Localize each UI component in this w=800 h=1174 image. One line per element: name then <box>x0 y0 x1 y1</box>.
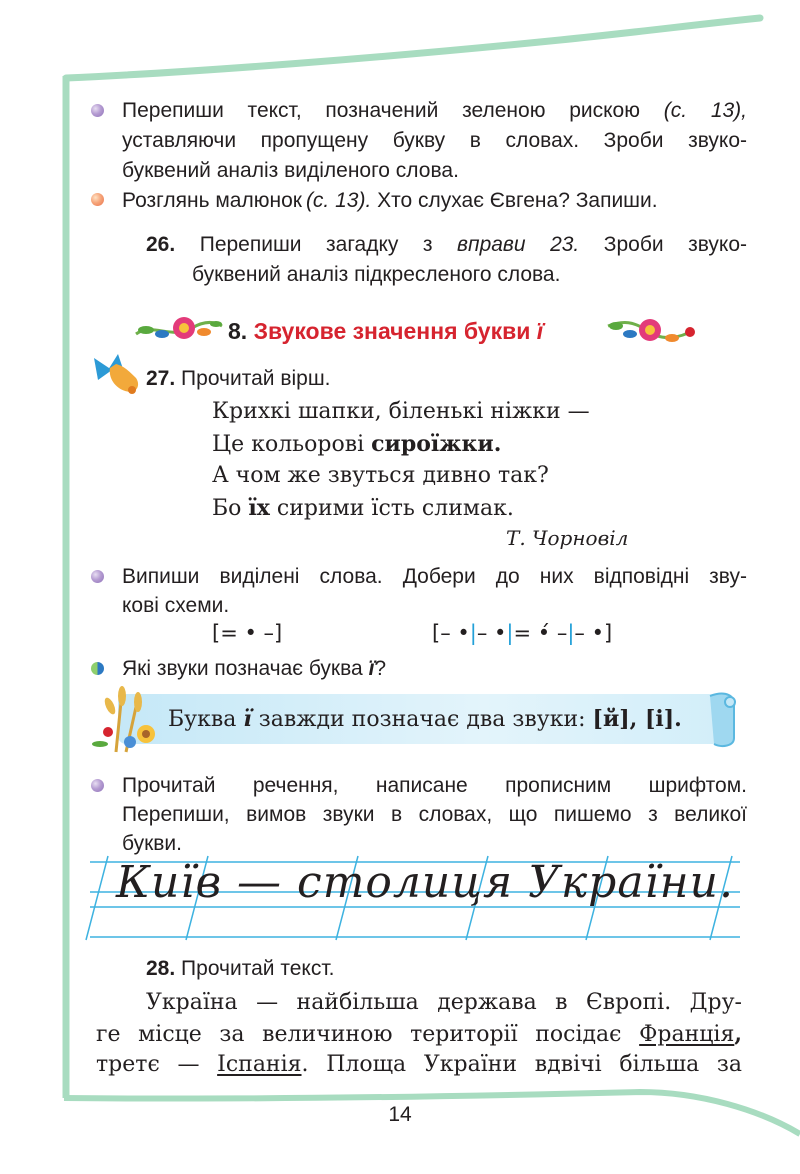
rule-word: Буква <box>168 707 237 732</box>
text28-text: ге місце за величиною території посідає <box>96 1022 622 1047</box>
task5-line1: Прочитай речення, написане прописним шрифтом. <box>122 774 747 797</box>
task1-line1 <box>122 96 747 125</box>
bullet-icon <box>91 193 104 206</box>
task1-line2: уставляючи пропущену букву в словах. Зроби звуко- <box>122 129 747 152</box>
section-number: 8. <box>228 318 248 344</box>
floral-ornament-right-icon <box>604 312 698 352</box>
bullet-icon <box>91 104 104 117</box>
bullet-icon <box>91 662 104 675</box>
rule-statement: завжди позначає два звуки: <box>258 707 586 732</box>
task2-text: Розглянь малюнок <box>122 189 302 212</box>
text28-text: третє — <box>96 1052 200 1077</box>
scheme-separator: | <box>469 621 477 645</box>
text28-text: . Площа України вдвічі більша за <box>301 1052 742 1077</box>
ex28-text: Прочитай текст. <box>181 957 335 980</box>
task4-question-mark: ? <box>374 657 387 680</box>
scheme-part: – • <box>476 621 507 645</box>
poem-text: Бо <box>212 496 242 521</box>
task4-line <box>122 654 386 683</box>
task1-line3: буквений аналіз виділеного слова. <box>122 159 459 182</box>
exercise-number: 27. <box>146 367 176 390</box>
underlined-word: Іспанія <box>217 1052 302 1077</box>
exercise-number: 28. <box>146 957 176 980</box>
scheme-separator: | <box>506 621 514 645</box>
ex27-text: Прочитай вірш. <box>181 367 331 390</box>
poem-author: Т. Чорновіл <box>506 526 629 550</box>
task5-line3: букви. <box>122 832 182 855</box>
sound-scheme-1: [= • –] <box>212 621 283 645</box>
poem-text: сирими їсть слимак. <box>276 496 514 521</box>
text28-line3 <box>96 1050 742 1080</box>
bullet-icon <box>91 570 104 583</box>
bullet-icon <box>91 779 104 792</box>
poem-text: Це кольорові <box>212 432 365 457</box>
task3-line1: Випиши виділені слова. Добери до них відповідні зву- <box>122 565 747 588</box>
wheat-flowers-icon <box>86 682 166 756</box>
poem-highlighted-word: сироїжки. <box>371 431 502 457</box>
poem-line-1: Крихкі шапки, біленькі ніжки — <box>212 399 590 424</box>
text28-punct: , <box>734 1021 742 1047</box>
ex26-line2: буквений аналіз підкресленого слова. <box>192 263 561 286</box>
task5-line2: Перепиши, вимов звуки в словах, що пишемо з великої <box>122 803 747 826</box>
task4-text: Які звуки позначає буква <box>122 657 363 680</box>
ex26-ref: вправи 23. <box>457 233 580 256</box>
page-number: 14 <box>388 1103 412 1126</box>
bell-icon <box>88 350 146 398</box>
task3-line2: кові схеми. <box>122 594 230 617</box>
task4-letter: ї <box>368 657 375 680</box>
section-title: Звукове значення букви <box>253 318 531 344</box>
poem-highlighted-word: їх <box>248 495 270 521</box>
scheme-part: = •́ – <box>513 621 568 645</box>
underlined-word: Франція <box>639 1022 735 1047</box>
poem-line-3: А чом же звуться дивно так? <box>212 463 549 488</box>
rule-sounds: [й], [і]. <box>592 706 682 732</box>
ex27-line <box>146 364 331 393</box>
section-letter: ї <box>536 318 544 344</box>
section-heading <box>228 316 543 346</box>
sound-scheme-2 <box>432 618 612 648</box>
task2-line <box>122 186 658 215</box>
task1-text: Перепиши текст, позначений зеленою рискою <box>122 99 640 122</box>
ex26-text-b: Зроби звуко- <box>603 233 748 256</box>
scheme-part: – •] <box>574 621 613 645</box>
poem-line-2 <box>212 428 501 461</box>
scheme-part: [– • <box>432 621 470 645</box>
task2-page-ref: (с. 13). <box>305 189 372 212</box>
rule-text <box>168 704 682 735</box>
task1-page-ref: (с. 13), <box>663 99 747 122</box>
ex28-line <box>146 954 334 983</box>
text28-line2 <box>96 1019 742 1050</box>
floral-ornament-left-icon <box>132 312 224 346</box>
text28-line1: Україна — найбільша держава в Європі. Дру- <box>146 990 742 1015</box>
rule-scroll-curl-icon <box>706 690 740 748</box>
ex26-text: Перепиши загадку з <box>199 233 433 256</box>
scheme-separator: | <box>567 621 575 645</box>
ex26-line1 <box>146 230 747 259</box>
poem-line-4 <box>212 492 514 525</box>
exercise-number: 26. <box>146 233 176 256</box>
rule-letter: ї <box>243 706 252 732</box>
task2-question: Хто слухає Євгена? Запиши. <box>377 189 658 212</box>
cursive-sentence: Київ — столиця України. <box>116 857 734 908</box>
